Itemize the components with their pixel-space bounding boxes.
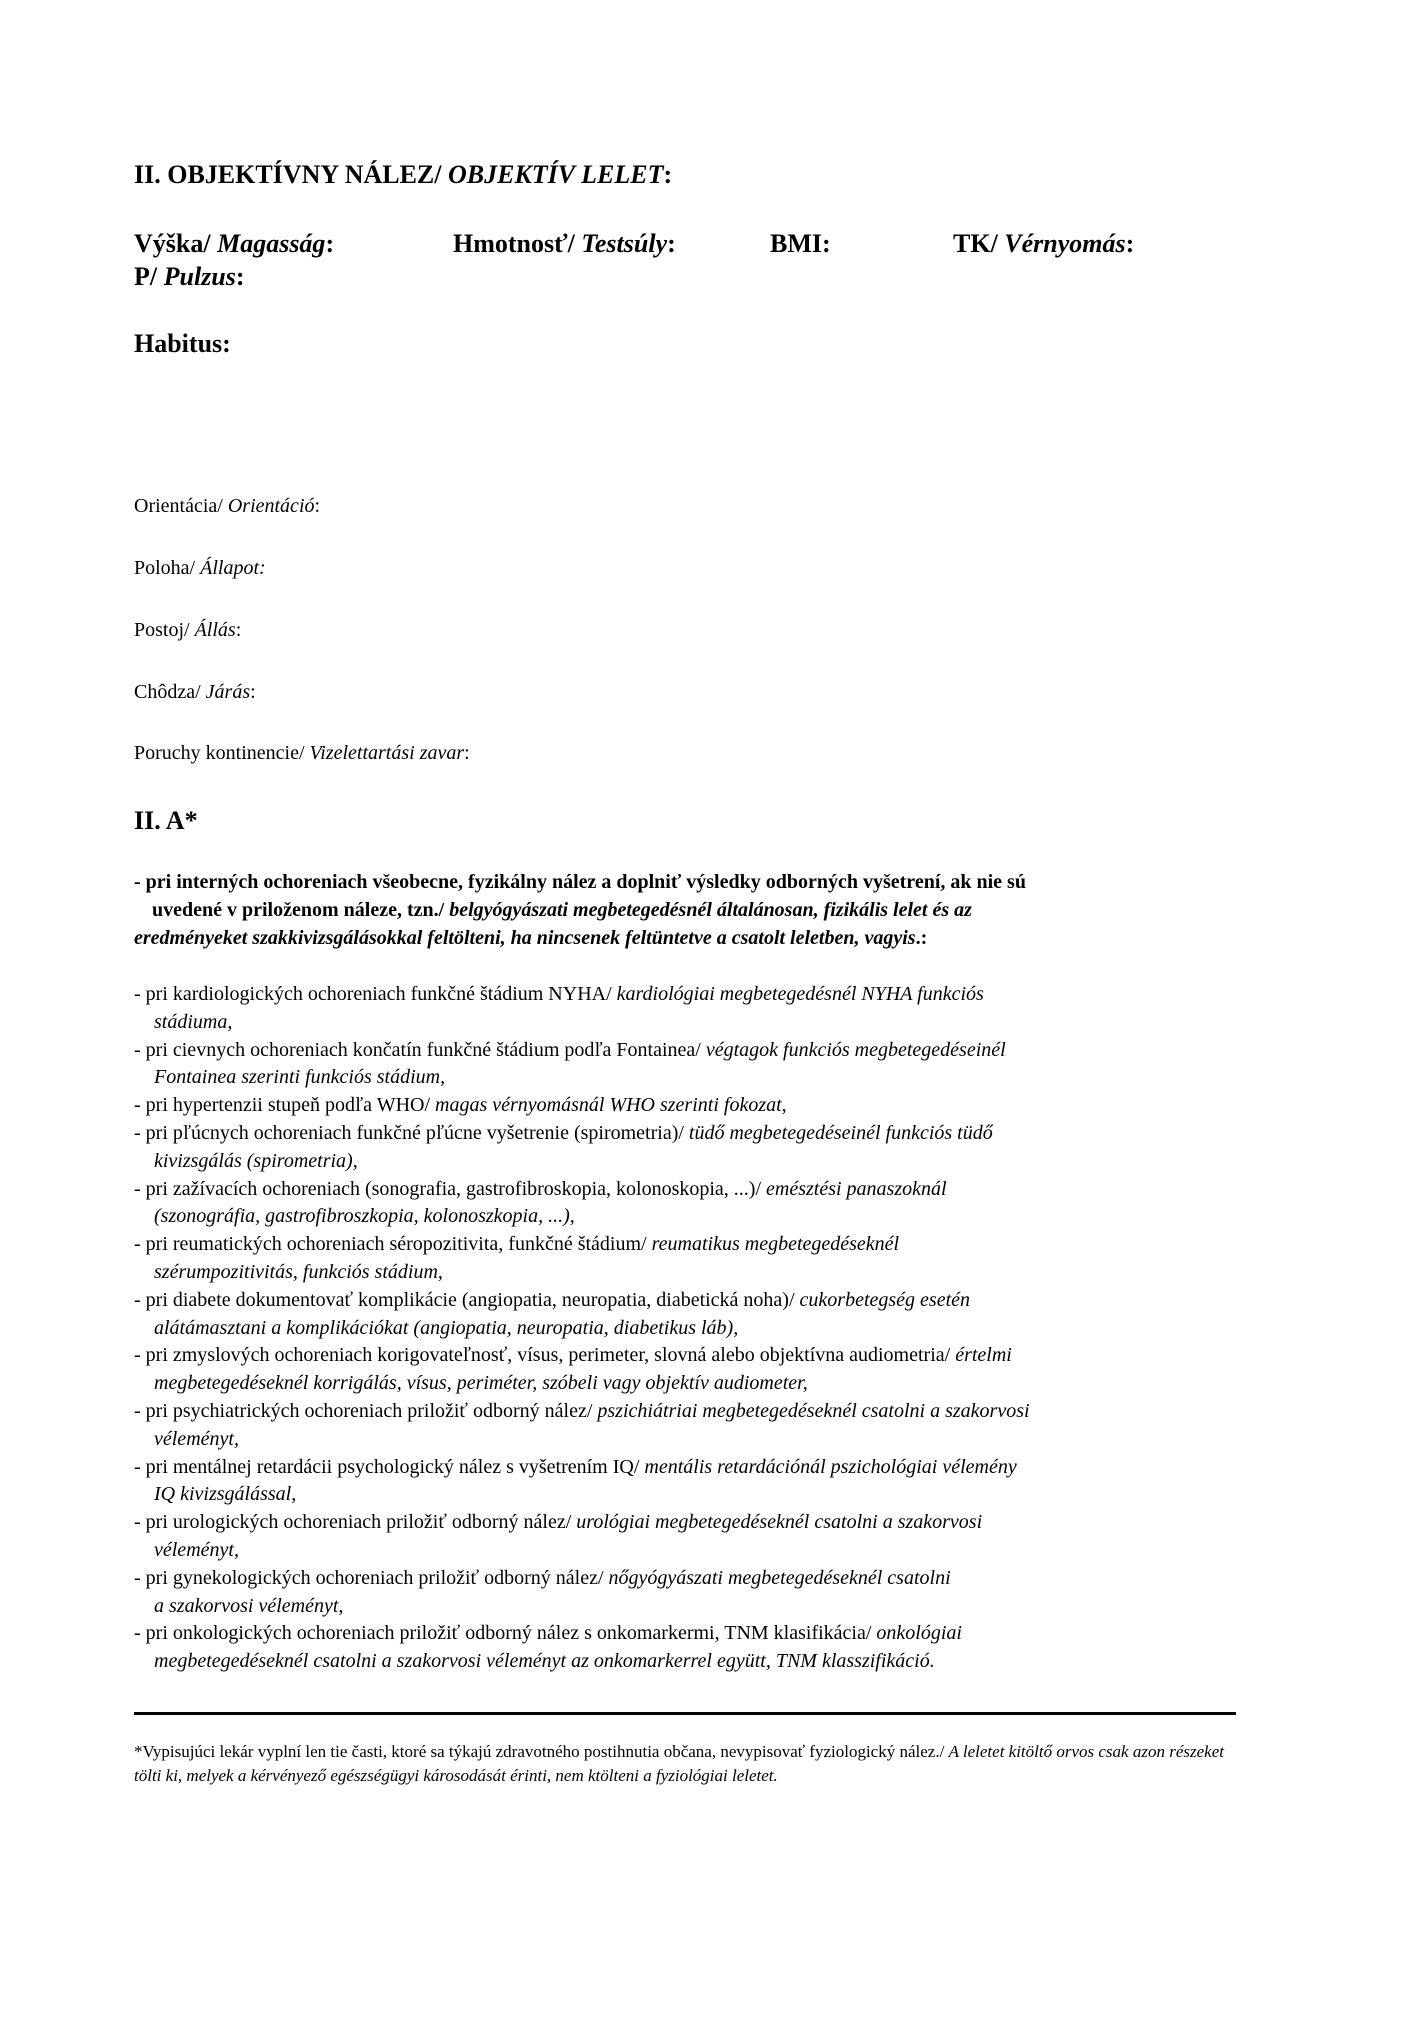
list-item-cont: véleményt, <box>154 1427 239 1450</box>
list-item-main: - pri diabete dokumentovať komplikácie (angiopatia, neuropatia, diabetická noha)/ <box>134 1288 800 1311</box>
list-item-cont: a szakorvosi véleményt, <box>154 1594 344 1617</box>
bmi-label <box>770 229 831 259</box>
list-item <box>134 1176 1254 1232</box>
blood-pressure-label <box>953 229 1134 259</box>
list-item-cont: alátámasztani a komplikációkat (angiopatia, neuropatia, diabetikus láb), <box>154 1316 739 1339</box>
list-item-main: - pri mentálnej retardácii psychologický nález s vyšetrením IQ/ <box>134 1455 645 1478</box>
list-item-italic: értelmi <box>955 1344 1012 1367</box>
bmi-label-main: BMI: <box>770 229 831 258</box>
list-item <box>134 1565 1254 1621</box>
list-item-italic: végtagok funkciós megbetegedéseinél <box>705 1038 1006 1061</box>
list-item-italic: kardiológiai megbetegedésnél NYHA funkciós <box>616 983 984 1005</box>
intro-line-2-main: uvedené v priloženom náleze, tzn./ <box>152 899 450 921</box>
list-item-italic: reumatikus megbetegedéseknél <box>651 1233 900 1256</box>
list-item-cont: megbetegedéseknél csatolni a szakorvosi véleményt az onkomarkerrel együtt, TNM klasszifikáció. <box>154 1650 935 1673</box>
intro-line-1: - pri interných ochoreniach všeobecne, fyzikálny nález a doplniť výsledky odborných vyšetrení, ak nie sú <box>134 871 1026 893</box>
list-item-italic: urológiai megbetegedéseknél csatolni a szakorvosi <box>576 1511 983 1534</box>
habitus-label: Habitus: <box>134 329 231 358</box>
list-item <box>134 1454 1254 1510</box>
stance-italic: Állás <box>194 619 236 641</box>
orientation-italic: Orientáció <box>227 495 315 517</box>
orientation-suffix: : <box>314 495 321 517</box>
stance-suffix: : <box>235 619 242 641</box>
list-item-italic: tüdő megbetegedéseinél funkciós tüdő <box>688 1121 993 1144</box>
list-item <box>134 1509 1254 1565</box>
list-item-main: - pri zmyslových ochoreniach korigovateľnosť, vísus, perimeter, slovná alebo objektívna audiometria/ <box>134 1344 956 1367</box>
section-title-italic: OBJEKTÍV LELET <box>448 160 664 189</box>
height-label-suffix: : <box>325 229 335 258</box>
stance-main: Postoj/ <box>134 619 195 641</box>
list-item-italic: onkológiai <box>876 1622 962 1645</box>
section-title-suffix: : <box>663 160 673 189</box>
list-item-main: - pri cievnych ochoreniach končatín funkčné štádium podľa Fontainea/ <box>134 1038 706 1061</box>
continence-italic: Vizelettartási zavar <box>309 742 465 764</box>
gait-italic: Járás <box>205 681 251 703</box>
continence-field <box>134 742 470 765</box>
list-item-italic: pszichiátriai megbetegedéseknél csatolni a szakorvosi <box>597 1399 1030 1422</box>
weight-label-suffix: : <box>667 229 676 258</box>
list-item-main: - pri reumatických ochoreniach séropozitivita, funkčné štádium/ <box>134 1233 652 1256</box>
list-item-italic: nőgyógyászati megbetegedéseknél csatolni <box>608 1566 951 1589</box>
list-item <box>134 1620 1254 1676</box>
pulse-label <box>134 262 245 292</box>
position-field <box>134 557 266 580</box>
list-item-main: - pri gynekologických ochoreniach priložiť odborný nález/ <box>134 1566 609 1589</box>
list-item <box>134 1398 1254 1454</box>
list-item-cont: Fontainea szerinti funkciós stádium, <box>154 1066 446 1089</box>
pulse-label-suffix: : <box>235 262 245 291</box>
intro-line-3-italic: eredményeket szakkivizsgálásokkal feltölteni, ha nincsenek feltüntetve a csatolt leletben, vagyis <box>134 927 916 949</box>
stance-field <box>134 619 241 642</box>
intro-line-2 <box>134 896 1234 924</box>
list-item <box>134 1092 1254 1120</box>
footnote <box>134 1740 1234 1788</box>
orientation-main: Orientácia/ <box>134 495 228 517</box>
list-item <box>134 981 1254 1037</box>
intro-line-3-suffix: .: <box>915 927 928 949</box>
position-italic: Állapot: <box>200 557 266 579</box>
list-item-cont: stádiuma, <box>154 1010 233 1033</box>
section-2a-title: II. A* <box>134 806 198 835</box>
weight-label <box>453 229 676 259</box>
list-item-cont: szérumpozitivitás, funkciós stádium, <box>154 1260 443 1283</box>
position-main: Poloha/ <box>134 557 201 579</box>
orientation-field <box>134 495 320 518</box>
bp-label-italic: Vérnyomás <box>1004 229 1126 258</box>
footnote-main: *Vypisujúci lekár vyplní len tie časti, ktoré sa týkajú zdravotného postihnutia občana, nevypisovať fyziologický nález./ <box>134 1742 949 1761</box>
list-item-italic: emésztési panaszoknál <box>766 1177 947 1200</box>
pulse-label-italic: Pulzus <box>163 262 236 291</box>
list-item <box>134 1231 1254 1287</box>
height-label-main: Výška/ <box>134 229 218 258</box>
list-item-cont: IQ kivizsgálással, <box>154 1483 297 1506</box>
list-item-main: - pri psychiatrických ochoreniach priložiť odborný nález/ <box>134 1399 598 1422</box>
height-label <box>134 229 334 259</box>
list-item-cont: (szonográfia, gastrofibroszkopia, kolonoszkopia, ...), <box>154 1205 575 1228</box>
list-item-cont: kivizsgálás (spirometria), <box>154 1149 358 1172</box>
gait-suffix: : <box>250 681 256 703</box>
list-item <box>134 1287 1254 1343</box>
list-item-italic: cukorbetegség esetén <box>799 1288 971 1311</box>
list-item <box>134 1037 1254 1093</box>
intro-line-2-italic: belgyógyászati megbetegedésnél általánosan, fizikális lelet és az <box>449 899 972 921</box>
list-item-main: - pri kardiologických ochoreniach funkčné štádium NYHA/ <box>134 983 617 1005</box>
intro-line-3 <box>134 924 1234 952</box>
bp-label-main: TK/ <box>953 229 1005 258</box>
list-item-cont: megbetegedéseknél korrigálás, vísus, periméter, szóbeli vagy objektív audiometer, <box>154 1372 808 1395</box>
continence-suffix: : <box>464 742 470 764</box>
section-title <box>134 160 672 190</box>
requirements-list <box>134 981 1254 1676</box>
list-item-cont: véleményt, <box>154 1538 239 1561</box>
list-item-main: - pri hypertenzii stupeň podľa WHO/ <box>134 1094 436 1117</box>
bp-label-suffix: : <box>1125 229 1135 258</box>
list-item-main: - pri onkologických ochoreniach priložiť odborný nález s onkomarkermi, TNM klasifikácia/ <box>134 1622 877 1645</box>
weight-label-italic: Testsúly <box>581 229 668 258</box>
list-item-main: - pri urologických ochoreniach priložiť odborný nález/ <box>134 1511 577 1534</box>
list-item-italic: magas vérnyomásnál WHO szerinti fokozat, <box>435 1094 787 1117</box>
weight-label-main: Hmotnosť/ <box>453 229 582 258</box>
list-item-main: - pri pľúcnych ochoreniach funkčné pľúcne vyšetrenie (spirometria)/ <box>134 1121 689 1144</box>
continence-main: Poruchy kontinencie/ <box>134 742 310 764</box>
intro-paragraph <box>134 868 1234 952</box>
pulse-label-main: P/ <box>134 262 164 291</box>
list-item-italic: mentális retardációnál pszichológiai vélemény <box>644 1455 1017 1478</box>
gait-main: Chôdza/ <box>134 681 206 703</box>
list-item <box>134 1342 1254 1398</box>
height-label-italic: Magasság <box>217 229 326 258</box>
footnote-italic: A leletet kitöltő orvos csak azon részeket tölti ki, melyek a kérvényező egészségügyi károsodását érinti, nem ktölteni a fyziológiai leletet. <box>134 1742 1224 1785</box>
footnote-divider <box>134 1712 1236 1715</box>
list-item <box>134 1120 1254 1176</box>
gait-field <box>134 681 256 704</box>
section-title-main: II. OBJEKTÍVNY NÁLEZ/ <box>134 160 448 189</box>
list-item-main: - pri zažívacích ochoreniach (sonografia, gastrofibroskopia, kolonoskopia, ...)/ <box>134 1177 767 1200</box>
